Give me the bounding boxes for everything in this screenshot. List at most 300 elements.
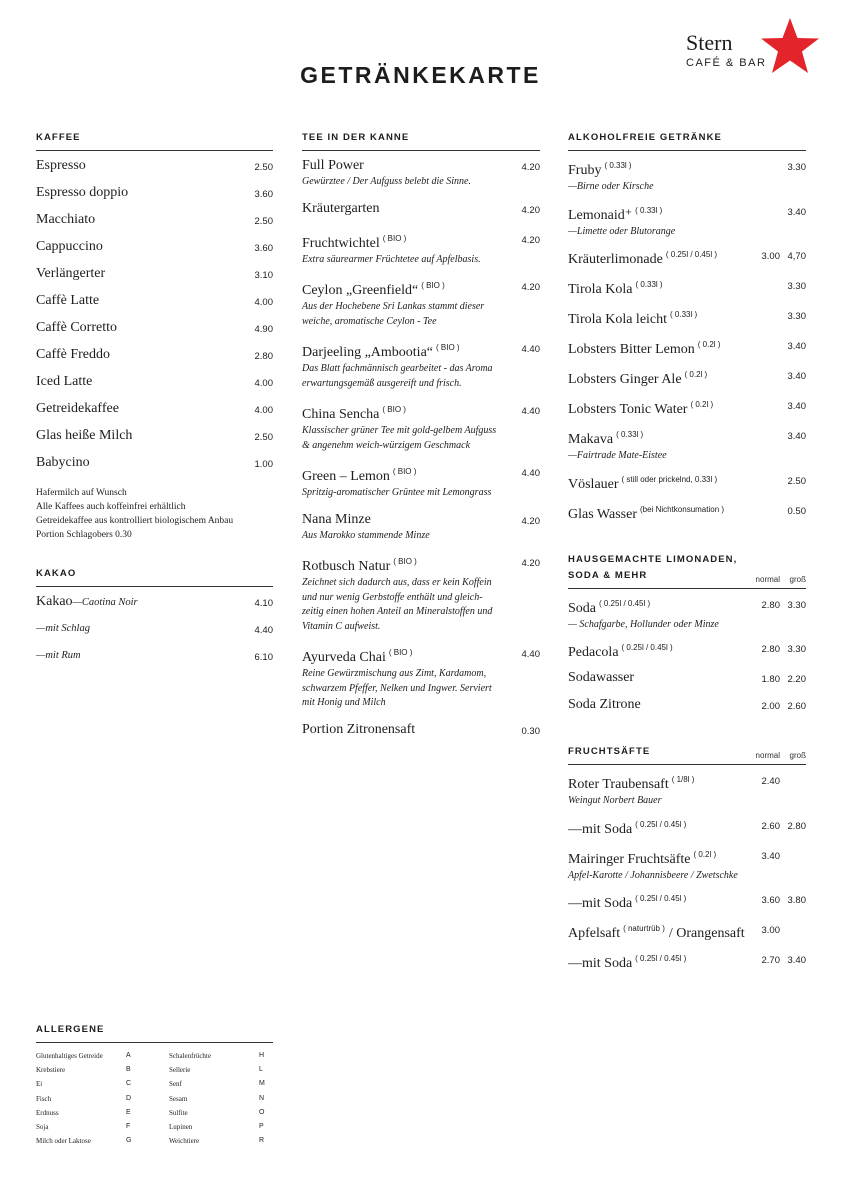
price-normal	[750, 204, 780, 222]
menu-item	[36, 265, 273, 285]
item-name: Rotbusch Natur	[302, 559, 391, 574]
item-name: —mit Soda	[568, 956, 633, 971]
price: 2.80	[254, 351, 273, 362]
item-description: Klassischer grüner Tee mit gold-gelbem Aufguss & angenehm weich-würzigem Geschmack	[302, 425, 497, 451]
section-title-alkoholfrei: ALKOHOLFREIE GETRÄNKE	[568, 132, 722, 143]
item-prices	[255, 319, 274, 339]
item-name-line	[302, 401, 502, 424]
item-size: ( 1/8l )	[671, 775, 695, 784]
item-prices	[750, 816, 806, 836]
section-title-fruchtsaefte: FRUCHTSÄFTE	[568, 746, 651, 757]
item-text	[302, 401, 502, 453]
item-size: ( 0.2l )	[693, 849, 717, 859]
price: 4.00	[254, 378, 273, 389]
item-description: Aus der Hochebene Sri Lankas stammt dieser weiche, aromatische Ceylon - Tee	[302, 301, 485, 327]
kaffee-note: Portion Schlagobers 0.30	[36, 530, 132, 540]
allergen-code: G	[126, 1137, 132, 1145]
section-alkoholfrei	[568, 130, 806, 524]
item-prices	[750, 246, 806, 266]
price: 4.40	[521, 344, 540, 355]
menu-item	[568, 696, 806, 716]
item-prices	[750, 306, 806, 326]
price: 1.00	[254, 459, 273, 470]
item-prices	[255, 454, 274, 474]
price-normal	[750, 159, 780, 177]
menu-item	[36, 184, 273, 204]
price: 3.10	[254, 270, 273, 281]
item-text	[568, 950, 686, 973]
allergen-code: R	[259, 1137, 265, 1145]
item-name: Kräuterlimonade	[568, 252, 663, 267]
price-normal: 1.80	[761, 674, 780, 685]
menu-item	[568, 336, 806, 359]
menu-item	[36, 454, 273, 474]
menu-item	[568, 846, 806, 884]
allergen-code: M	[259, 1080, 265, 1088]
item-text	[568, 639, 673, 662]
menu-item	[568, 202, 806, 240]
item-name-line	[568, 595, 719, 618]
section-allergene	[36, 1022, 273, 1148]
menu-item	[302, 339, 540, 391]
allergen-code: O	[259, 1108, 265, 1116]
item-prices	[750, 890, 806, 910]
menu-item	[36, 211, 273, 231]
item-name: Macchiato	[36, 212, 96, 227]
item-text	[302, 230, 481, 268]
item-name: Portion Zitronensaft	[302, 721, 416, 737]
item-description: Das Blatt fachmännisch gearbeitet - das Aroma erwartungsgemäß ausgereift und frisch.	[302, 363, 493, 389]
item-name-line	[568, 890, 686, 913]
item-text	[568, 471, 717, 494]
item-name: Lobsters Ginger Ale	[568, 372, 682, 387]
fruchtsaefte-list	[568, 771, 806, 973]
item-name-line	[568, 396, 713, 419]
menu-item	[36, 620, 273, 640]
item-prices	[255, 238, 274, 258]
menu-item	[302, 553, 540, 634]
item-name: Soda Zitrone	[568, 697, 641, 712]
price-column-headers	[754, 575, 806, 584]
item-text	[36, 620, 90, 638]
menu-item	[568, 920, 806, 943]
item-name-line	[568, 276, 663, 299]
column-2	[302, 130, 540, 753]
kaffee-note: Alle Kaffees auch koffeinfrei erhältlich	[36, 502, 186, 512]
item-name: Tirola Kola leicht	[568, 312, 668, 327]
item-name-line	[568, 202, 675, 225]
menu-item	[568, 426, 806, 464]
price-normal	[750, 473, 780, 491]
item-prices	[750, 950, 806, 970]
item-prices	[750, 471, 806, 491]
item-name: —mit Soda	[568, 821, 633, 837]
item-prices	[255, 427, 274, 447]
item-name: Apfelsaft	[568, 926, 621, 941]
item-name: Mairinger Fruchtsäfte	[568, 851, 691, 867]
item-text	[568, 306, 697, 329]
item-name: Cappuccino	[36, 239, 103, 254]
item-name: Roter Traubensaft	[568, 777, 669, 792]
menu-item	[36, 292, 273, 312]
price-normal: 3.00	[761, 251, 780, 262]
item-size: ( BIO )	[382, 233, 407, 243]
item-name: Tirola Kola	[568, 282, 633, 297]
column-3	[568, 130, 806, 985]
menu-item	[36, 319, 273, 339]
item-size: ( BIO )	[388, 648, 413, 657]
item-name-line	[568, 639, 673, 662]
menu-item	[302, 511, 540, 544]
menu-item	[36, 647, 273, 667]
item-text	[302, 200, 379, 218]
item-name-line	[302, 200, 379, 218]
kaffee-note: Hafermilch auf Wunsch	[36, 488, 127, 498]
item-text	[568, 246, 717, 269]
price-normal	[750, 338, 780, 356]
item-name: Nana Minze	[302, 511, 371, 527]
item-text	[568, 336, 720, 359]
item-text	[568, 501, 724, 524]
item-prices	[750, 157, 806, 177]
menu-item	[36, 427, 273, 447]
item-prices	[750, 396, 806, 416]
item-description: Reine Gewürzmischung aus Zimt, Kardamom, schwarzem Pfeffer, Nelken und Ingwer. Serviert mit Honig und Milch	[302, 668, 492, 708]
price-gross: 2.60	[787, 701, 806, 712]
price-normal	[750, 368, 780, 386]
price-normal: 2.70	[761, 955, 780, 966]
item-size: ( 0.33l )	[616, 430, 644, 439]
item-text	[568, 890, 686, 913]
item-name-line	[568, 366, 707, 389]
price-gross: 3.40	[787, 341, 806, 352]
item-prices	[255, 157, 274, 177]
item-name-line	[568, 157, 654, 180]
allergen-code: P	[259, 1123, 264, 1131]
logo-name: Stern	[686, 30, 733, 55]
item-prices	[255, 373, 274, 393]
item-description: — Schafgarbe, Hollunder oder Minze	[568, 618, 719, 630]
item-size: ( BIO )	[392, 467, 417, 476]
allergen-code: A	[126, 1052, 131, 1059]
col-normal: normal	[755, 574, 780, 584]
price: 4.20	[521, 515, 540, 527]
kaffee-notes	[36, 486, 273, 542]
menu-item	[36, 400, 273, 420]
allergen-name: Erdnuss	[36, 1108, 59, 1117]
item-name: Darjeeling „Ambootia“	[302, 345, 434, 360]
menu-item	[302, 644, 540, 711]
price-gross: 4,70	[787, 251, 806, 262]
allergen-code: L	[259, 1066, 263, 1074]
menu-item	[302, 200, 540, 220]
menu-item	[568, 396, 806, 419]
price: 4.40	[521, 649, 540, 660]
item-name: Babycino	[36, 455, 90, 470]
price-normal: 2.00	[761, 701, 780, 712]
allergen-code: B	[126, 1066, 131, 1074]
item-name-line	[36, 373, 92, 391]
section-title-tee: TEE IN DER KANNE	[302, 132, 410, 143]
item-name-line	[302, 277, 502, 300]
item-name-line	[302, 157, 471, 175]
item-name-suffix: / Orangensaft	[668, 926, 745, 941]
item-name-line	[36, 238, 103, 256]
item-prices	[750, 920, 806, 940]
item-prices	[750, 771, 806, 791]
item-size: ( 0.33l )	[670, 310, 698, 319]
item-size: ( 0.25l / 0.45l )	[599, 598, 651, 608]
item-text	[568, 816, 686, 839]
item-size: ( BIO )	[393, 557, 417, 566]
item-name-line	[568, 471, 717, 494]
item-name-line	[36, 346, 110, 364]
item-name-line	[36, 647, 81, 665]
price-gross	[780, 773, 806, 791]
price: 4.20	[521, 282, 540, 293]
item-prices	[750, 336, 806, 356]
price-column-headers	[754, 751, 806, 760]
item-text	[568, 696, 641, 714]
item-prices	[255, 647, 274, 667]
item-name: Glas Wasser	[568, 506, 637, 522]
item-prices	[255, 292, 274, 312]
item-name: Verlängerter	[36, 266, 106, 281]
price-normal: 2.80	[761, 599, 780, 611]
item-prices	[750, 276, 806, 296]
kaffee-list	[36, 157, 273, 474]
item-size: ( 0.2l )	[690, 400, 714, 409]
alkoholfrei-list	[568, 157, 806, 524]
item-text	[302, 463, 491, 501]
item-text	[568, 669, 634, 687]
menu-item	[568, 890, 806, 913]
item-name-line	[568, 306, 697, 329]
allergen-code: H	[259, 1052, 265, 1059]
item-prices	[522, 511, 541, 531]
item-text	[302, 157, 471, 190]
allergen-table	[36, 1049, 273, 1148]
menu-item	[568, 950, 806, 973]
price: 4.00	[254, 297, 273, 308]
item-prices	[522, 644, 541, 664]
price: 4.20	[521, 234, 540, 246]
price-gross: 3.30	[787, 311, 806, 322]
item-size: ( 0.33l )	[635, 280, 663, 289]
item-text	[568, 771, 694, 809]
allergen-name: Sellerie	[169, 1066, 191, 1075]
item-text	[568, 920, 745, 943]
price: 3.60	[254, 243, 273, 254]
price-normal: 3.00	[761, 925, 780, 936]
item-name-line	[36, 184, 128, 202]
price-gross: 2.80	[787, 820, 806, 832]
allergen-code: F	[126, 1123, 131, 1131]
item-name-line	[302, 463, 491, 486]
price-normal	[750, 308, 780, 326]
item-size: ( 0.25l / 0.45l )	[635, 819, 687, 829]
item-text	[36, 346, 110, 364]
allergen-name: Ei	[36, 1080, 43, 1089]
price-normal	[750, 503, 780, 521]
price-gross	[780, 922, 806, 940]
menu-item	[302, 230, 540, 268]
hausgemacht-list	[568, 595, 806, 717]
item-name-line	[36, 157, 86, 175]
item-name: Ceylon „Greenfield“	[302, 283, 419, 298]
item-prices	[522, 463, 541, 483]
menu-item	[568, 595, 806, 633]
allergen-code: C	[126, 1080, 132, 1088]
allergen-name: Soja	[36, 1123, 49, 1132]
price-normal	[750, 398, 780, 416]
item-prices	[255, 265, 274, 285]
menu-item	[568, 157, 806, 195]
star-icon	[759, 16, 821, 76]
allergen-name: Glutenhaltiges Getreide	[36, 1052, 103, 1060]
item-size: ( 0.33l )	[604, 161, 632, 170]
menu-item	[302, 401, 540, 453]
kakao-list	[36, 593, 273, 667]
price-normal	[750, 428, 780, 446]
price: 4.40	[521, 406, 540, 417]
item-name-line	[568, 816, 686, 839]
menu-item	[36, 157, 273, 177]
menu-item	[36, 238, 273, 258]
item-prices	[750, 696, 806, 716]
item-name-line	[568, 696, 641, 714]
section-title-kaffee: KAFFEE	[36, 132, 81, 143]
item-name: Fruchtwichtel	[302, 235, 380, 251]
item-text	[302, 721, 415, 739]
item-text	[36, 454, 90, 472]
item-text	[568, 846, 738, 884]
price-normal: 3.60	[761, 895, 780, 906]
item-prices	[255, 620, 274, 640]
item-description: Gewürztee / Der Aufguss belebt die Sinne.	[302, 176, 471, 187]
col-gross: groß	[789, 574, 806, 584]
item-size: ( BIO )	[382, 405, 406, 414]
item-size: ( 0.25l / 0.45l )	[621, 643, 673, 652]
price-gross: 0.50	[787, 505, 806, 517]
item-name: —mit Rum	[36, 650, 81, 661]
item-size: ( BIO )	[421, 281, 445, 290]
item-name-line	[568, 336, 720, 359]
item-prices	[522, 157, 541, 177]
item-description: Spritzig-aromatischer Grüntee mit Lemongrass	[302, 487, 492, 498]
item-text	[36, 427, 132, 445]
item-text	[302, 277, 502, 329]
item-prices	[255, 400, 274, 420]
allergen-code: N	[259, 1094, 265, 1102]
item-description: Aus Marokko stammende Minze	[302, 529, 430, 541]
menu-item	[36, 373, 273, 393]
item-name-line	[302, 230, 481, 253]
item-prices	[750, 639, 806, 659]
price-normal: 2.80	[761, 644, 780, 655]
item-name-line	[568, 426, 667, 449]
menu-item	[568, 771, 806, 809]
item-prices	[522, 721, 541, 741]
item-description: —Caotina Noir	[72, 597, 138, 608]
price-gross: 3.30	[787, 162, 806, 173]
price: 4.20	[521, 558, 540, 569]
logo	[686, 30, 826, 78]
item-name: Caffè Latte	[36, 293, 100, 308]
item-name-line	[568, 846, 738, 869]
item-text	[36, 238, 103, 256]
section-kaffee	[36, 130, 273, 542]
item-size: (bei Nichtkonsumation )	[640, 504, 725, 514]
allergen-name: Sesam	[169, 1094, 188, 1103]
item-name: Makava	[568, 432, 614, 447]
price-gross: 3.40	[787, 401, 806, 412]
item-name: Soda	[568, 600, 596, 616]
price: 6.10	[254, 652, 273, 663]
item-text	[302, 511, 430, 544]
item-description: Extra säurearmer Früchtetee auf Apfelbasis.	[302, 253, 481, 265]
logo-subtitle: CAFÉ & BAR	[686, 57, 767, 69]
item-prices	[522, 401, 541, 421]
item-prices	[750, 669, 806, 689]
price: 4.20	[521, 204, 540, 216]
menu-item	[302, 721, 540, 741]
allergen-code: E	[126, 1108, 131, 1116]
item-name: Sodawasser	[568, 670, 635, 685]
item-name-line	[568, 669, 634, 687]
price-normal	[750, 278, 780, 296]
section-hausgemacht	[568, 552, 806, 717]
section-title-kakao: KAKAO	[36, 568, 77, 579]
price: 3.60	[254, 189, 273, 200]
item-name: Caffè Corretto	[36, 320, 117, 335]
item-text	[568, 276, 663, 299]
price: 2.50	[254, 162, 273, 173]
item-name-line	[302, 644, 502, 667]
item-name: Glas heiße Milch	[36, 428, 133, 443]
price: 0.30	[521, 725, 540, 737]
item-name: Vöslauer	[568, 476, 619, 492]
item-name: Espresso doppio	[36, 185, 129, 200]
price: 4.40	[254, 625, 273, 636]
item-name-line	[36, 265, 105, 283]
item-description: Zeichnet sich dadurch aus, dass er kein Koffein und nur wenig Gerbstoffe enthält und gleich-zeitig einen hohen Anteil an Mineralstoffen und Vitamin C aufweist.	[302, 577, 493, 632]
section-title-hausgemacht	[568, 552, 737, 584]
item-prices	[750, 595, 806, 615]
item-name-line	[568, 501, 724, 524]
price: 4.40	[521, 468, 540, 479]
item-name: Lobsters Tonic Water	[568, 402, 688, 417]
item-text	[36, 184, 128, 202]
item-text	[302, 339, 502, 391]
menu-item	[568, 501, 806, 524]
menu-item	[568, 276, 806, 299]
item-description: Apfel-Karotte / Johannisbeere / Zwetschke	[568, 869, 738, 881]
tee-list	[302, 157, 540, 741]
menu-item	[302, 157, 540, 190]
item-text	[36, 292, 99, 310]
menu-item	[302, 277, 540, 329]
item-name-line	[36, 400, 119, 418]
price-gross: 3.30	[787, 281, 806, 292]
item-text	[36, 211, 95, 229]
item-name: China Sencha	[302, 407, 380, 422]
menu-item	[568, 471, 806, 494]
item-text	[568, 396, 713, 419]
price-gross: 3.30	[787, 644, 806, 655]
item-name: Ayurveda Chai	[302, 650, 386, 665]
item-text	[568, 202, 675, 240]
